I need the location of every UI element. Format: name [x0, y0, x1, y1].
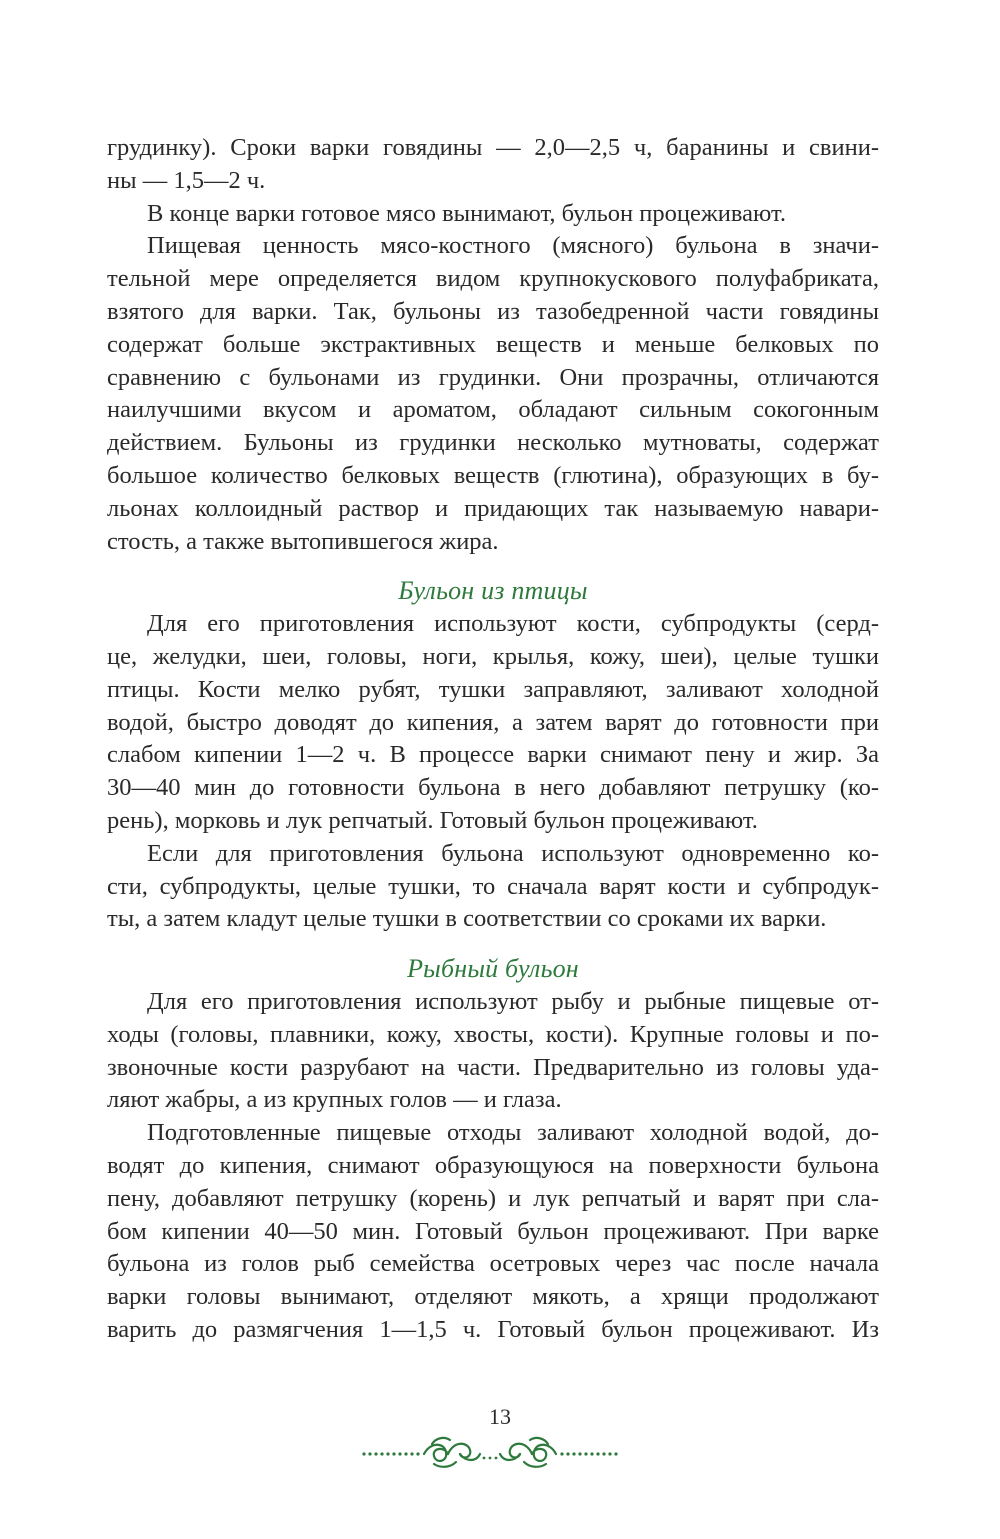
text-line: пену, добавляют петрушку (корень) и лук репчатый и варят при сла- [107, 1184, 879, 1212]
text-line: большое количество белковых веществ (глютина), образующих в бу- [107, 461, 879, 489]
text-line: бом кипении 40—50 мин. Готовый бульон процеживают. При варке [107, 1217, 879, 1245]
text-line: слабом кипении 1—2 ч. В процессе варки снимают пену и жир. За [107, 741, 879, 769]
text-line: Для его приготовления используют кости, субпродукты (серд- [147, 610, 879, 638]
section-heading-poultry-broth: Бульон из птицы [398, 576, 588, 606]
paragraph-6 [107, 986, 879, 1117]
page-body [107, 132, 879, 1347]
paragraph-4 [107, 608, 879, 838]
text-line: действием. Бульоны из грудинки несколько мутноваты, содержат [107, 429, 879, 457]
page-number: 13 [489, 1404, 511, 1429]
text-line: бульона из голов рыб семейства осетровых через час после начала [107, 1250, 879, 1278]
text-line: ны — 1,5—2 ч. [107, 166, 266, 194]
paragraph-7 [107, 1117, 879, 1347]
paragraph-1 [107, 132, 879, 198]
floral-ornament-icon [360, 1432, 620, 1470]
text-line: Если для приготовления бульона используют одновременно ко- [147, 839, 879, 867]
paragraph-5 [107, 838, 879, 936]
text-line: 30—40 мин до готовности бульона в него добавляют петрушку (ко- [107, 774, 879, 802]
paragraph-2 [107, 198, 879, 231]
text-line: Подготовленные пищевые отходы заливают холодной водой, до- [147, 1119, 879, 1147]
text-line: сти, субпродукты, целые тушки, то сначала варят кости и субпродук- [107, 872, 879, 900]
paragraph-3 [107, 230, 879, 558]
text-line: содержат больше экстрактивных веществ и меньше белковых по [107, 330, 879, 358]
text-line: грудинку). Сроки варки говядины — 2,0—2,5 ч, баранины и свини- [107, 134, 879, 161]
text-line: тельной мере определяется видом крупнокускового полуфабриката, [107, 265, 879, 293]
text-line: взятого для варки. Так, бульоны из тазобедренной части говядины [107, 297, 879, 325]
text-line: В конце варки готовое мясо вынимают, бульон процеживают. [147, 199, 786, 227]
section-heading-fish-broth: Рыбный бульон [407, 954, 579, 984]
text-line: сравнению с бульонами из грудинки. Они прозрачны, отличаются [107, 363, 879, 391]
text-line: водят до кипения, снимают образующуюся на поверхности бульона [107, 1151, 879, 1179]
text-line: стость, а также вытопившегося жира. [107, 527, 499, 555]
text-line: льонах коллоидный раствор и придающих так называемую навари- [107, 494, 879, 522]
text-line: водой, быстро доводят до кипения, а затем варят до готовности при [107, 708, 879, 736]
text-line: наилучшими вкусом и ароматом, обладают сильным сокогонным [107, 396, 879, 424]
text-line: варить до размягчения 1—1,5 ч. Готовый бульон процеживают. Из [107, 1315, 879, 1343]
text-line: Пищевая ценность мясо-костного (мясного) бульона в значи- [147, 232, 879, 260]
text-line: птицы. Кости мелко рубят, тушки заправляют, заливают холодной [107, 675, 879, 703]
text-line: ты, а затем кладут целые тушки в соответствии со сроками их варки. [107, 905, 827, 933]
text-line: Для его приготовления используют рыбу и рыбные пищевые от- [147, 987, 879, 1015]
text-line: звоночные кости разрубают на части. Предварительно из головы уда- [107, 1053, 879, 1081]
text-line: рень), морковь и лук репчатый. Готовый бульон процеживают. [107, 806, 758, 834]
text-line: ходы (головы, плавники, кожу, хвосты, кости). Крупные головы и по- [107, 1020, 879, 1048]
text-line: ляют жабры, а из крупных голов — и глаза. [107, 1086, 562, 1114]
text-line: це, желудки, шеи, головы, ноги, крылья, кожу, шеи), целые тушки [107, 642, 879, 670]
text-line: варки головы вынимают, отделяют мякоть, а хрящи продолжают [107, 1283, 879, 1311]
